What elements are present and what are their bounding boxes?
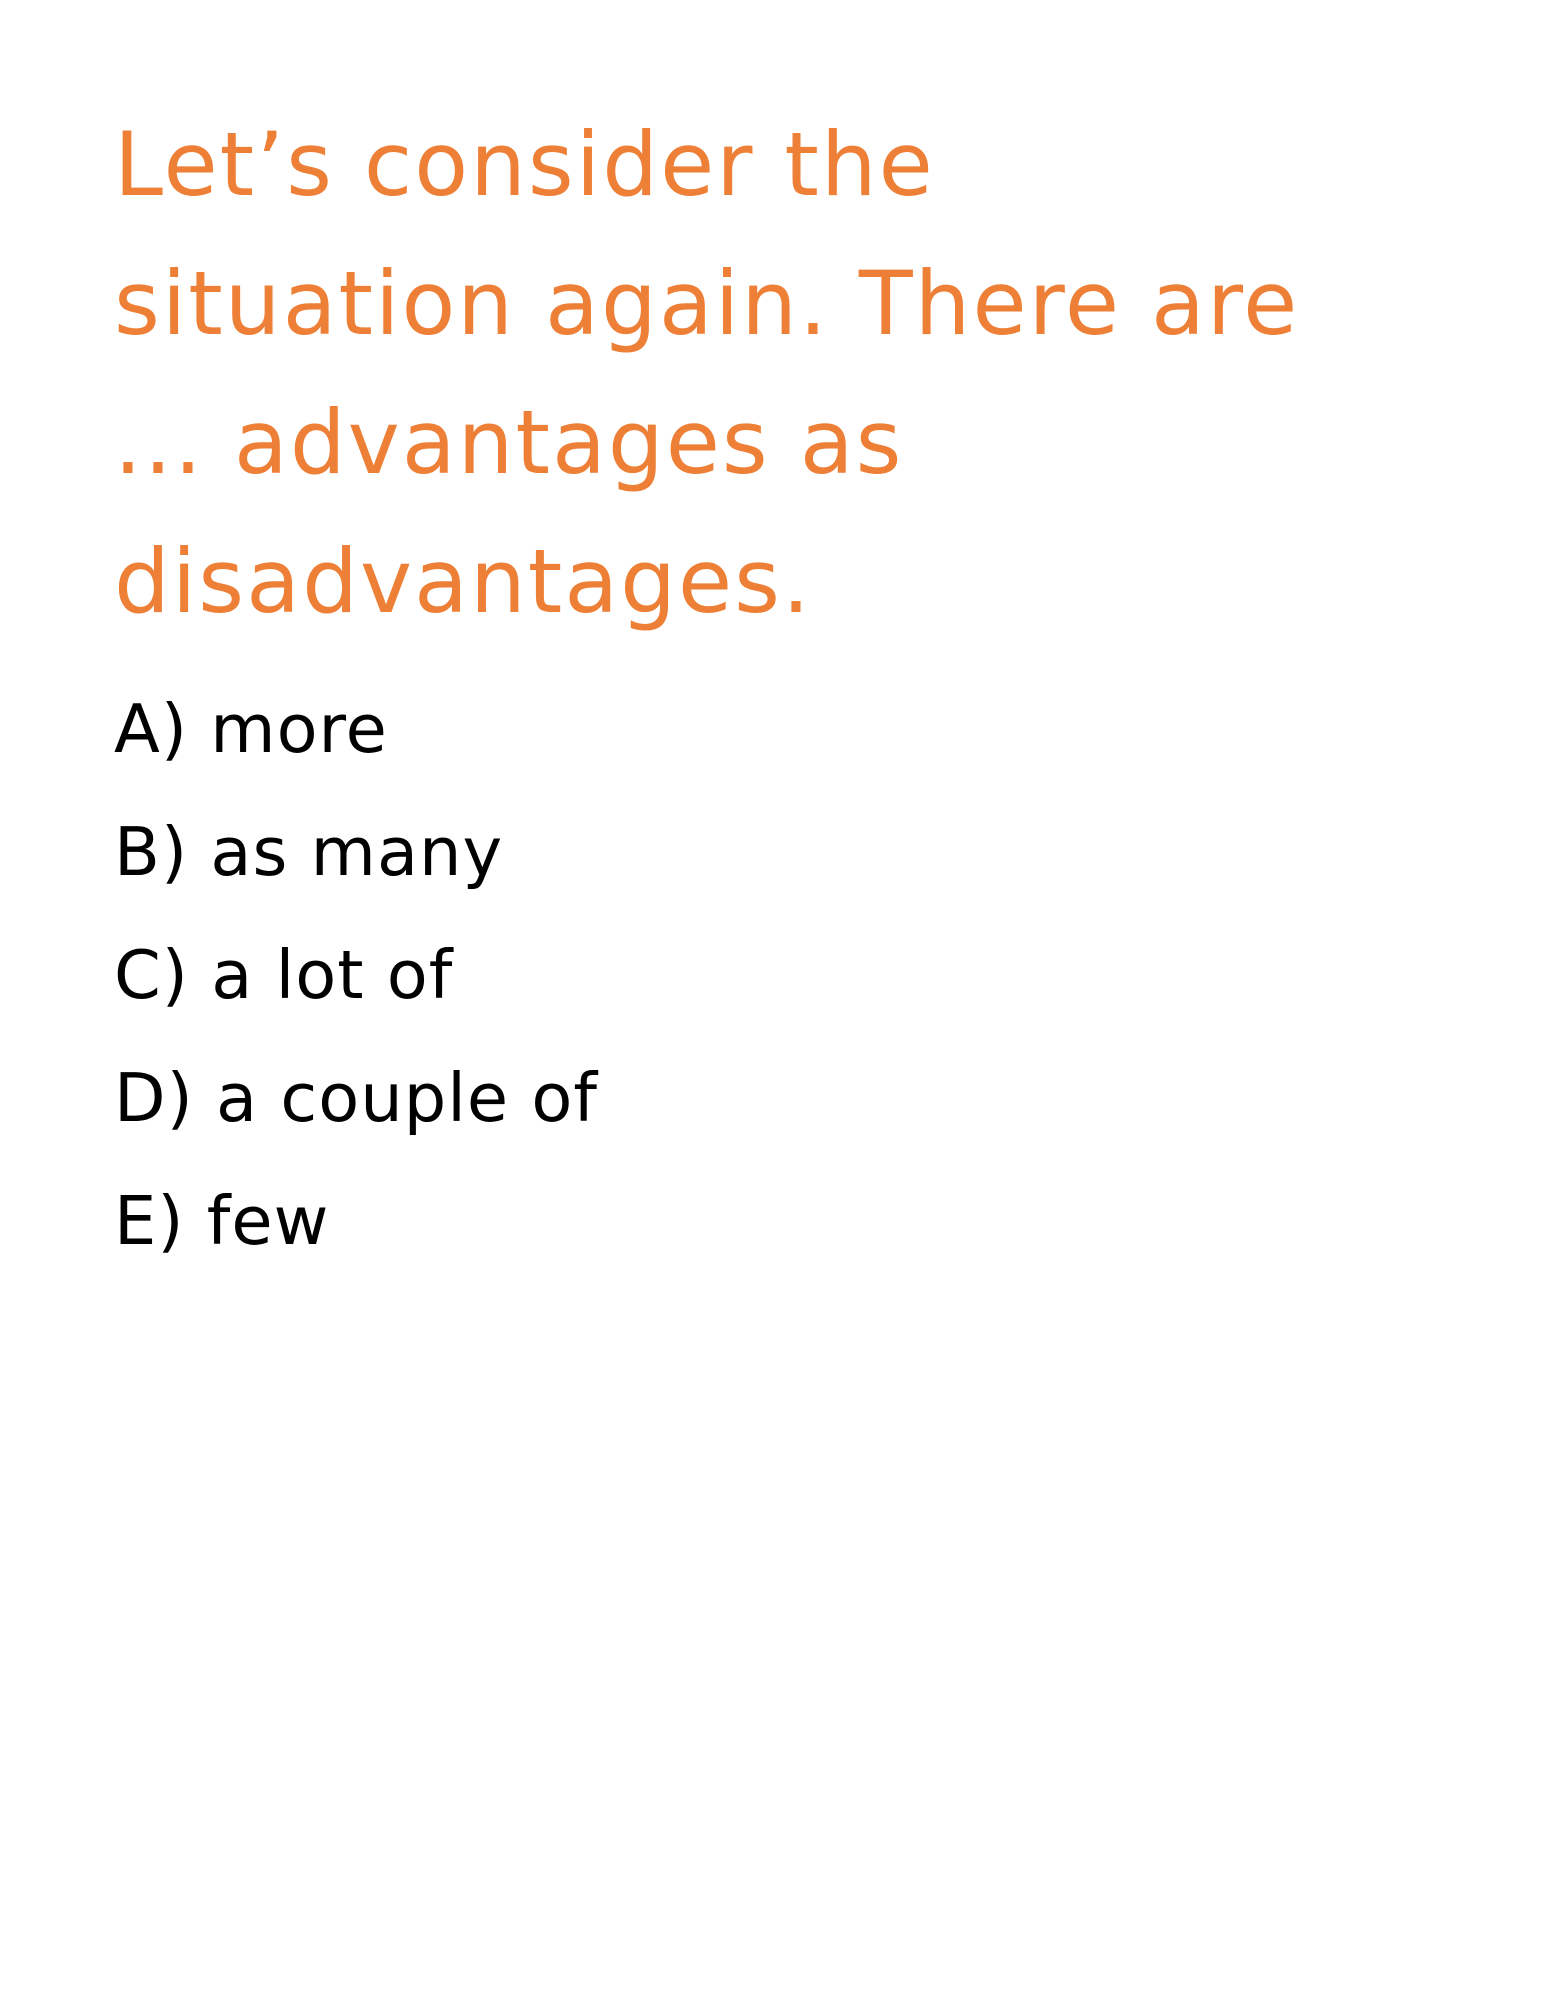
- option-text: a lot of: [211, 936, 454, 1014]
- answer-option-b[interactable]: [114, 791, 598, 914]
- option-letter: B): [114, 813, 189, 891]
- option-text: more: [210, 690, 388, 768]
- answer-option-d[interactable]: [114, 1037, 598, 1160]
- option-text: few: [206, 1182, 330, 1260]
- question-line: ... advantages as: [114, 391, 904, 494]
- question-text: [114, 95, 1444, 651]
- answer-option-a[interactable]: [114, 668, 598, 791]
- option-letter: A): [114, 690, 188, 768]
- answer-option-c[interactable]: [114, 914, 598, 1037]
- answer-options: [114, 668, 598, 1283]
- option-letter: E): [114, 1182, 185, 1260]
- option-text: as many: [210, 813, 504, 891]
- answer-option-e[interactable]: [114, 1160, 598, 1283]
- option-letter: C): [114, 936, 189, 1014]
- option-letter: D): [114, 1059, 194, 1137]
- option-text: a couple of: [216, 1059, 598, 1137]
- question-line: situation again. There are: [114, 252, 1300, 355]
- question-line: disadvantages.: [114, 530, 812, 633]
- question-line: Let’s consider the: [114, 113, 935, 216]
